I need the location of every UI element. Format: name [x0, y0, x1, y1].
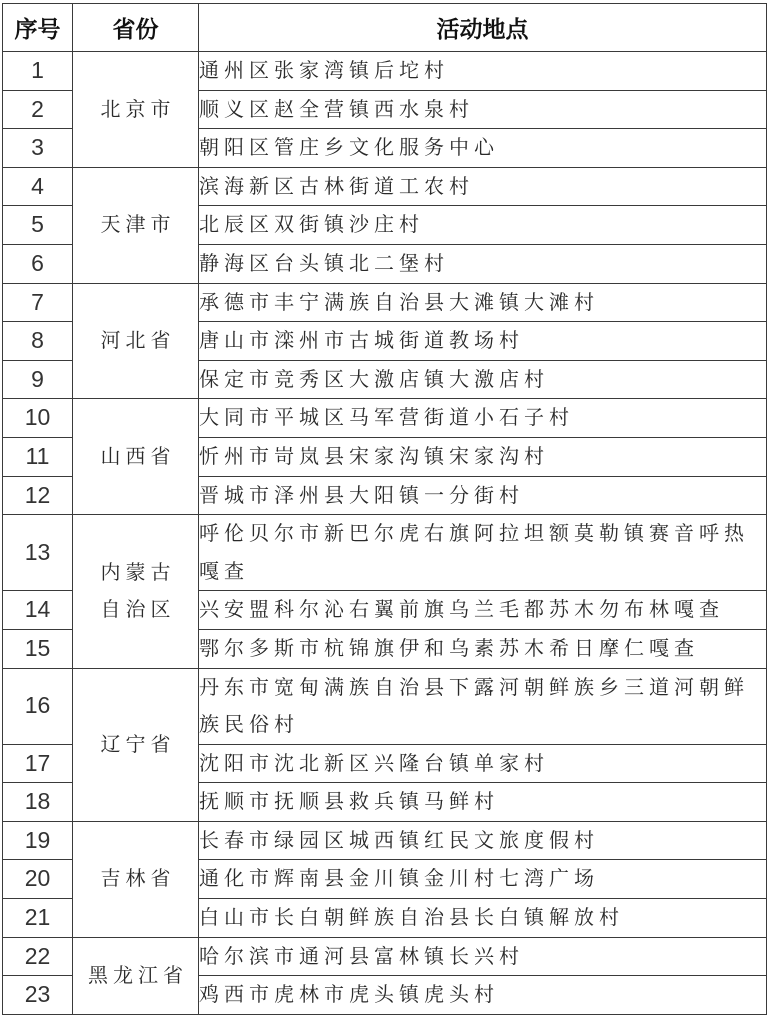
location-cell: 滨海新区古林街道工农村: [199, 167, 767, 206]
table-row: [3, 821, 767, 860]
row-number: 15: [3, 629, 73, 668]
row-number: 10: [3, 399, 73, 438]
province-cell: [73, 52, 199, 168]
location-cell: 长春市绿园区城西镇红民文旅度假村: [199, 821, 767, 860]
province-cell: [73, 167, 199, 283]
row-number: 4: [3, 167, 73, 206]
row-number: 5: [3, 206, 73, 245]
row-number: 13: [3, 515, 73, 591]
location-cell: 鄂尔多斯市杭锦旗伊和乌素苏木希日摩仁嘎查: [199, 629, 767, 668]
location-cell: 兴安盟科尔沁右翼前旗乌兰毛都苏木勿布林嘎查: [199, 591, 767, 630]
table-row: [3, 283, 767, 322]
location-cell: 通化市辉南县金川镇金川村七湾广场: [199, 860, 767, 899]
header-location: 活动地点: [199, 4, 767, 52]
row-number: 17: [3, 744, 73, 783]
activity-locations-table: [2, 3, 767, 1015]
location-cell: 大同市平城区马军营街道小石子村: [199, 399, 767, 438]
header-number: 序号: [3, 4, 73, 52]
row-number: 8: [3, 322, 73, 361]
table-row: [3, 515, 767, 591]
province-cell: [73, 668, 199, 821]
province-name: 河北省: [100, 328, 176, 353]
province-cell: [73, 515, 199, 668]
province-cell: [73, 283, 199, 399]
location-cell: 静海区台头镇北二堡村: [199, 244, 767, 283]
row-number: 6: [3, 244, 73, 283]
location-cell: 顺义区赵全营镇西水泉村: [199, 90, 767, 129]
location-cell: 唐山市滦州市古城街道教场村: [199, 322, 767, 361]
row-number: 12: [3, 476, 73, 515]
location-cell: 哈尔滨市通河县富林镇长兴村: [199, 937, 767, 976]
location-cell: 呼伦贝尔市新巴尔虎右旗阿拉坦额莫勒镇赛音呼热嘎查: [199, 515, 767, 591]
location-cell: 沈阳市沈北新区兴隆台镇单家村: [199, 744, 767, 783]
row-number: 16: [3, 668, 73, 744]
province-name: 北京市: [100, 96, 176, 121]
row-number: 14: [3, 591, 73, 630]
location-cell: 承德市丰宁满族自治县大滩镇大滩村: [199, 283, 767, 322]
province-cell: [73, 937, 199, 1014]
province-name: 内蒙古自治区: [100, 559, 176, 622]
row-number: 23: [3, 976, 73, 1015]
row-number: 18: [3, 783, 73, 822]
province-name: 辽宁省: [100, 731, 176, 756]
location-cell: 通州区张家湾镇后坨村: [199, 52, 767, 91]
row-number: 19: [3, 821, 73, 860]
location-cell: 抚顺市抚顺县救兵镇马鲜村: [199, 783, 767, 822]
table-row: [3, 668, 767, 744]
location-cell: 忻州市岢岚县宋家沟镇宋家沟村: [199, 437, 767, 476]
location-cell: 丹东市宽甸满族自治县下露河朝鲜族乡三道河朝鲜族民俗村: [199, 668, 767, 744]
row-number: 21: [3, 899, 73, 938]
header-province: 省份: [73, 4, 199, 52]
province-name: 吉林省: [100, 866, 176, 891]
location-cell: 晋城市泽州县大阳镇一分街村: [199, 476, 767, 515]
province-cell: [73, 821, 199, 937]
row-number: 7: [3, 283, 73, 322]
province-cell: [73, 399, 199, 515]
row-number: 22: [3, 937, 73, 976]
row-number: 11: [3, 437, 73, 476]
row-number: 1: [3, 52, 73, 91]
table-row: [3, 167, 767, 206]
location-cell: 北辰区双街镇沙庄村: [199, 206, 767, 245]
row-number: 3: [3, 129, 73, 168]
table-row: [3, 937, 767, 976]
location-cell: 鸡西市虎林市虎头镇虎头村: [199, 976, 767, 1015]
table-row: [3, 399, 767, 438]
province-name: 黑龙江省: [88, 962, 188, 987]
location-cell: 保定市竞秀区大激店镇大激店村: [199, 360, 767, 399]
location-cell: 白山市长白朝鲜族自治县长白镇解放村: [199, 899, 767, 938]
table-row: [3, 52, 767, 91]
row-number: 2: [3, 90, 73, 129]
row-number: 20: [3, 860, 73, 899]
province-name: 山西省: [100, 443, 176, 468]
table-header-row: [3, 4, 767, 52]
province-name: 天津市: [100, 212, 176, 237]
row-number: 9: [3, 360, 73, 399]
location-cell: 朝阳区管庄乡文化服务中心: [199, 129, 767, 168]
